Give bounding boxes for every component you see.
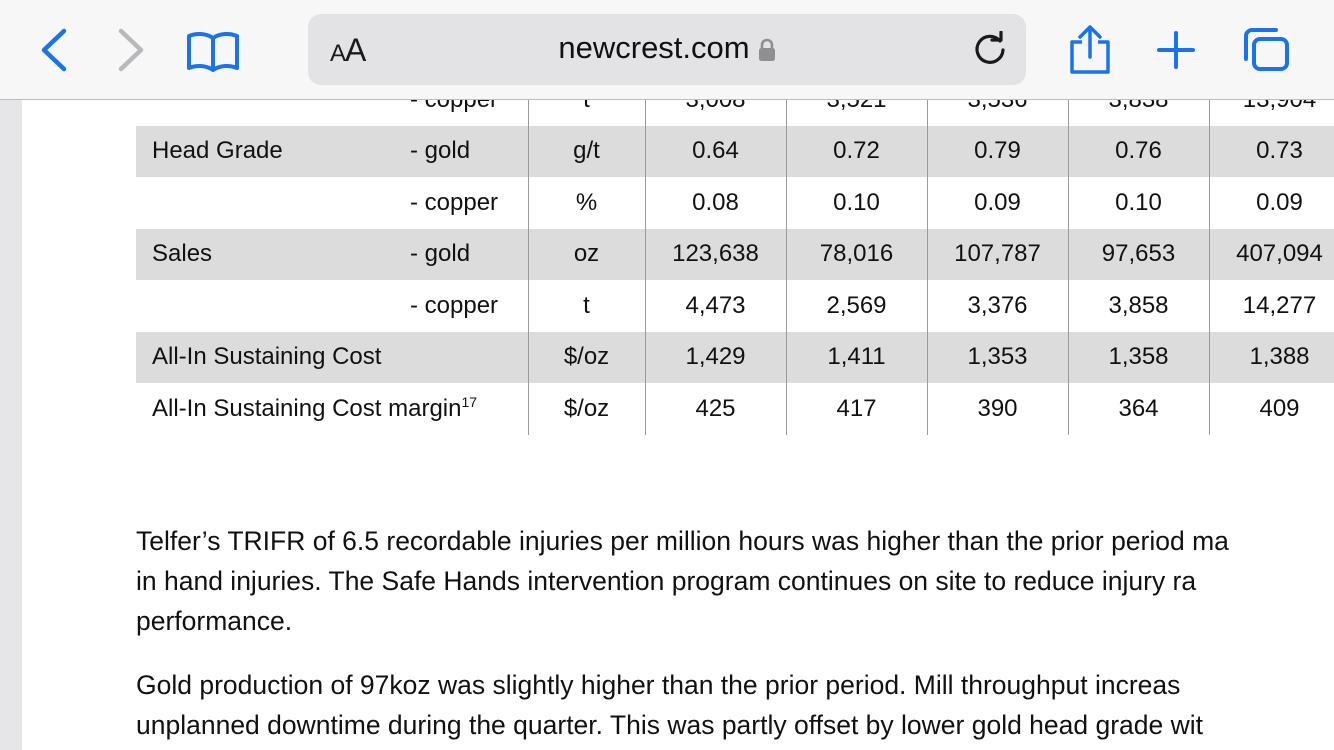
row-value: 407,094 — [1209, 229, 1334, 281]
row-sublabel: - copper — [410, 188, 499, 216]
row-value: 3,858 — [1068, 280, 1209, 332]
paragraph-line: Gold production of 97koz was slightly higher than the prior period. Mill throughput increas — [136, 670, 1181, 700]
paragraph-production — [136, 665, 1334, 745]
row-sublabel: - copper — [410, 291, 499, 319]
row-unit: t — [528, 280, 645, 332]
row-unit: oz — [528, 229, 645, 281]
lock-icon — [758, 38, 776, 62]
row-value: 409 — [1209, 383, 1334, 435]
paragraph-line: unplanned downtime during the quarter. This was partly offset by lower gold head grade wit — [136, 710, 1204, 740]
operations-table-body — [136, 74, 1334, 435]
row-value: 1,358 — [1068, 332, 1209, 384]
back-icon[interactable] — [38, 28, 70, 72]
bookmarks-icon[interactable] — [186, 30, 240, 72]
paragraph-safety — [136, 521, 1334, 641]
row-label-text: Sales — [152, 240, 213, 268]
row-value: 0.10 — [1068, 177, 1209, 229]
row-value: 364 — [1068, 383, 1209, 435]
row-value: 0.72 — [786, 126, 927, 178]
row-unit: % — [528, 177, 645, 229]
browser-toolbar — [0, 0, 1334, 100]
row-value: 0.10 — [786, 177, 927, 229]
row-value: 0.73 — [1209, 126, 1334, 178]
row-label — [136, 229, 392, 281]
row-unit: $/oz — [528, 332, 645, 384]
page-margin — [0, 0, 22, 750]
forward-icon[interactable] — [115, 28, 147, 72]
row-value: 97,653 — [1068, 229, 1209, 281]
table-row — [136, 126, 1334, 178]
row-label — [136, 126, 392, 178]
row-value: 3,376 — [927, 280, 1068, 332]
row-value: 4,473 — [645, 280, 786, 332]
row-value: 123,638 — [645, 229, 786, 281]
row-value: 107,787 — [927, 229, 1068, 281]
row-sublabel: - gold — [392, 126, 528, 178]
row-label-text: Head Grade — [152, 137, 283, 165]
row-unit: g/t — [528, 126, 645, 178]
row-sublabel — [392, 332, 528, 384]
row-value: 0.09 — [1209, 177, 1334, 229]
row-value: 0.09 — [927, 177, 1068, 229]
row-value: 0.79 — [927, 126, 1068, 178]
row-value: 425 — [645, 383, 786, 435]
paragraph-line: Telfer’s TRIFR of 6.5 recordable injuries per million hours was higher than the prior period ma — [136, 526, 1229, 556]
row-value: 0.08 — [645, 177, 786, 229]
paragraph-line: performance. — [136, 606, 293, 636]
row-label-text: All-In Sustaining Cost — [152, 343, 382, 371]
table-row — [136, 383, 1334, 435]
row-value: 1,388 — [1209, 332, 1334, 384]
url-display[interactable] — [308, 30, 1026, 66]
row-label — [136, 177, 392, 229]
row-value: 417 — [786, 383, 927, 435]
row-value: 1,353 — [927, 332, 1068, 384]
tabs-overview-icon[interactable] — [1242, 27, 1292, 73]
row-unit: $/oz — [528, 383, 645, 435]
address-bar[interactable] — [308, 14, 1026, 85]
text-size-large-glyph: A — [345, 32, 366, 68]
text-size-small-glyph: A — [330, 40, 346, 67]
table-row — [136, 280, 1334, 332]
row-value: 14,277 — [1209, 280, 1334, 332]
row-value: 390 — [927, 383, 1068, 435]
document-page[interactable] — [22, 0, 1334, 750]
row-value: 78,016 — [786, 229, 927, 281]
reload-icon[interactable] — [971, 31, 1009, 69]
row-label — [136, 280, 392, 332]
row-value: 2,569 — [786, 280, 927, 332]
row-value: 0.76 — [1068, 126, 1209, 178]
table-row — [136, 332, 1334, 384]
row-label — [136, 383, 528, 435]
row-value: 1,411 — [786, 332, 927, 384]
row-sublabel: - gold — [392, 229, 528, 281]
operations-table — [136, 74, 1334, 435]
table-row — [136, 177, 1334, 229]
share-icon[interactable] — [1068, 24, 1112, 76]
paragraph-line: in hand injuries. The Safe Hands intervention program continues on site to reduce injury ra — [136, 566, 1197, 596]
new-tab-icon[interactable] — [1157, 31, 1195, 69]
row-label-text: All-In Sustaining Cost margin — [152, 394, 462, 422]
footnote-marker: 17 — [461, 393, 478, 410]
operations-table-wrapper — [136, 74, 1334, 435]
url-text: newcrest.com — [558, 30, 750, 65]
row-label — [136, 332, 392, 384]
table-row — [136, 229, 1334, 281]
row-value: 0.64 — [645, 126, 786, 178]
row-value: 1,429 — [645, 332, 786, 384]
